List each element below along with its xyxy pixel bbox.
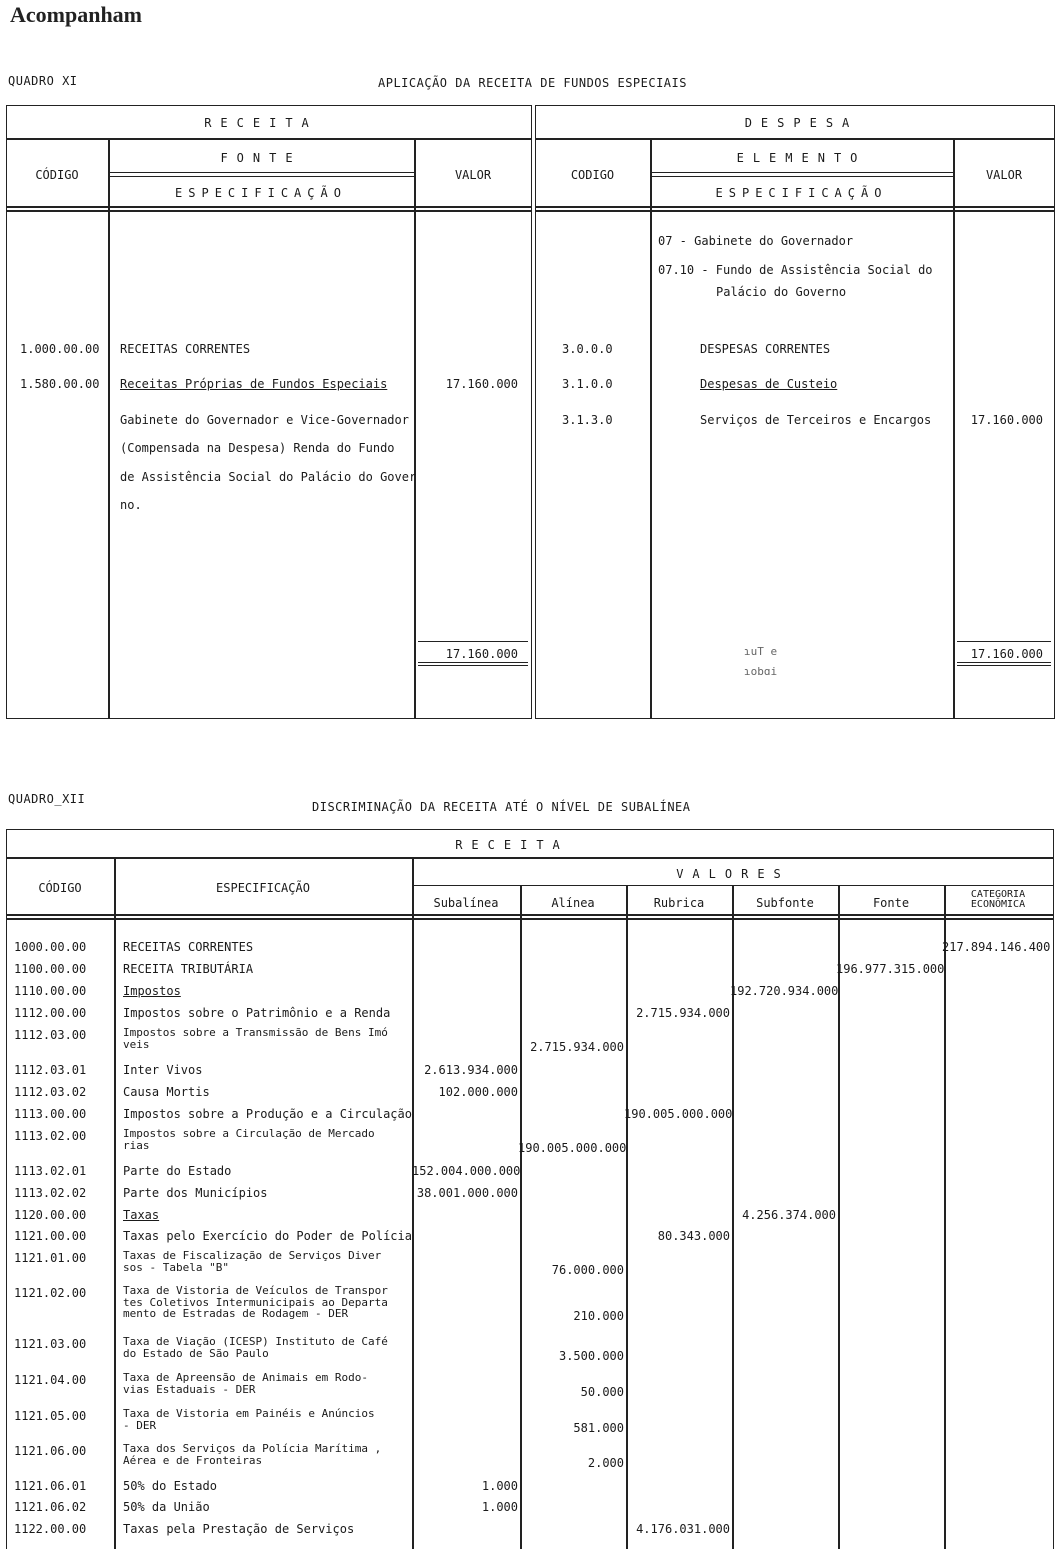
q12-row-value: 4.256.374.000	[742, 1208, 836, 1222]
q12-row-codigo: 1000.00.00	[14, 940, 87, 954]
quadro-xii-title: DISCRIMINAÇÃO DA RECEITA ATÉ O NÍVEL DE SUBALÍNEA	[312, 800, 691, 814]
q12-row-codigo: 1121.06.00	[14, 1444, 87, 1458]
q12-row-especificacao: 50% do Estado	[123, 1479, 217, 1493]
q11-desc-line-3: no.	[120, 498, 142, 512]
quadro-xii-label: QUADRO_XII	[8, 792, 86, 806]
q12-row-value: 190.005.000.000	[518, 1140, 627, 1155]
q11-desc-line-2: de Assistência Social do Palácio do Gover	[120, 470, 417, 484]
q12-row-codigo: 1121.02.00	[14, 1286, 87, 1300]
q12-row-value: 38.001.000.000	[416, 1186, 518, 1200]
codigo-right-header: CODIGO	[570, 168, 615, 182]
q11-row-2-elemento: Despesas de Custeio	[700, 377, 838, 391]
q12-row-codigo: 1121.01.00	[14, 1251, 87, 1265]
q11-row-3-elemento: Serviços de Terceiros e Encargos	[700, 413, 932, 427]
q12-row-codigo: 1112.03.01	[14, 1063, 87, 1077]
bleed-through-text-1: ɿuT e	[744, 645, 778, 658]
q12-row-value: 3.500.000	[558, 1348, 624, 1363]
q12-row-codigo: 1113.02.02	[14, 1186, 87, 1200]
q12-row-value: 50.000	[580, 1384, 624, 1399]
q12-row-especificacao: Taxas pelo Exercício do Poder de Polícia	[123, 1229, 412, 1243]
q12-row-especificacao: Taxa de Vistoria em Painéis e Anúncios	[123, 1407, 375, 1420]
fonte-header: FONTE	[220, 151, 302, 165]
q12-row-especificacao: Taxas	[123, 1208, 160, 1222]
q11-row-3-valor-desp: 17.160.000	[970, 413, 1043, 427]
q12-row-especificacao: Taxa de Vistoria de Veículos de Transpor	[123, 1284, 388, 1297]
receita-header: RECEITA	[204, 116, 318, 130]
q11-desc-line-1: (Compensada na Despesa) Renda do Fundo	[120, 441, 395, 455]
q12-row-codigo: 1113.02.00	[14, 1129, 87, 1143]
col-rubrica: Rubrica	[653, 896, 705, 910]
q12-valores-header: VALORES	[676, 867, 790, 881]
q12-row-especificacao: Causa Mortis	[123, 1085, 210, 1099]
q12-row-especificacao: Taxas pela Prestação de Serviços	[123, 1522, 355, 1536]
q12-row-codigo: 1112.03.02	[14, 1085, 87, 1099]
q12-row-especificacao: sos - Tabela "B"	[123, 1260, 229, 1274]
q12-row-especificacao: 50% da União	[123, 1500, 210, 1514]
q11-row-1-cod-desp: 3.0.0.0	[562, 342, 613, 356]
q12-row-value: 1.000	[481, 1479, 518, 1493]
q12-row-value: 2.000	[587, 1455, 624, 1470]
unidade-line: 07.10 - Fundo de Assistência Social do	[658, 263, 933, 277]
q12-row-especificacao: tes Coletivos Intermunicipais ao Departa	[123, 1295, 388, 1309]
q12-row-especificacao: - DER	[123, 1418, 157, 1432]
q11-row-1-elemento: DESPESAS CORRENTES	[700, 342, 831, 356]
q12-row-codigo: 1121.00.00	[14, 1229, 87, 1243]
q12-row-value: 2.715.934.000	[636, 1006, 730, 1020]
unidade-line-2: Palácio do Governo	[716, 285, 847, 299]
q12-row-codigo: 1113.00.00	[14, 1107, 87, 1121]
q12-row-especificacao: rias	[123, 1138, 150, 1152]
q12-row-especificacao: do Estado de São Paulo	[123, 1346, 269, 1360]
q12-row-especificacao: Inter Vivos	[123, 1063, 203, 1077]
q11-total-right: 17.160.000	[970, 647, 1043, 661]
q12-row-codigo: 1121.03.00	[14, 1337, 87, 1351]
q12-especificacao-header: ESPECIFICAÇÃO	[216, 881, 310, 895]
q11-row-1-codigo: 1.000.00.00	[20, 342, 100, 356]
q12-row-especificacao: Taxas de Fiscalização de Serviços Diver	[123, 1249, 382, 1262]
q12-row-especificacao: Taxa de Viação (ICESP) Instituto de Café	[123, 1335, 388, 1348]
q12-row-value: 102.000.000	[438, 1085, 518, 1099]
q12-row-value: 152.004.000.000	[412, 1164, 521, 1178]
col-categoria-economica: CATEGORIA ECONÔMICA	[970, 889, 1026, 910]
q12-row-codigo: 1121.04.00	[14, 1373, 87, 1387]
q12-row-codigo: 1121.06.02	[14, 1500, 87, 1514]
bleed-through-text-2: ɿobɑi	[744, 665, 778, 678]
q11-row-2-espec: Receitas Próprias de Fundos Especiais	[120, 377, 388, 391]
q12-row-codigo: 1112.00.00	[14, 1006, 87, 1020]
q12-row-codigo: 1100.00.00	[14, 962, 87, 976]
q12-row-especificacao: veis	[123, 1037, 150, 1051]
q12-row-especificacao: RECEITAS CORRENTES	[123, 940, 254, 954]
q12-row-codigo: 1110.00.00	[14, 984, 87, 998]
especificacao-right-header: ESPECIFICAÇÃO	[715, 186, 888, 200]
q12-row-especificacao: Parte do Estado	[123, 1164, 232, 1178]
quadro-xi-title: APLICAÇÃO DA RECEITA DE FUNDOS ESPECIAIS	[378, 76, 687, 90]
q12-row-codigo: 1113.02.01	[14, 1164, 87, 1178]
q12-row-value: 196.977.315.000	[836, 962, 945, 976]
elemento-header: ELEMENTO	[736, 151, 867, 165]
q12-row-value: 2.613.934.000	[424, 1063, 518, 1077]
q12-receita-header: RECEITA	[455, 838, 569, 852]
q11-row-3-espec: Gabinete do Governador e Vice-Governador	[120, 413, 409, 427]
q12-row-value: 80.343.000	[657, 1229, 730, 1243]
q12-row-especificacao: Impostos sobre a Circulação de Mercado	[123, 1127, 375, 1140]
q12-row-value: 1.000	[481, 1500, 518, 1514]
q11-row-3-cod-desp: 3.1.3.0	[562, 413, 613, 427]
orgao-line: 07 - Gabinete do Governador	[658, 234, 854, 248]
despesa-header: DESPESA	[744, 116, 859, 130]
q12-row-especificacao: Taxa dos Serviços da Polícia Marítima ,	[123, 1442, 382, 1455]
q12-row-especificacao: Aérea e de Fronteiras	[123, 1453, 263, 1467]
codigo-left-header: CÓDIGO	[35, 168, 79, 182]
q12-row-value: 190.005.000.000	[624, 1107, 733, 1121]
q11-row-2-codigo: 1.580.00.00	[20, 377, 100, 391]
q12-row-value: 76.000.000	[551, 1262, 624, 1277]
q12-row-especificacao: mento de Estradas de Rodagem - DER	[123, 1307, 349, 1320]
q12-row-codigo: 1120.00.00	[14, 1208, 87, 1222]
q12-row-value: 581.000	[573, 1420, 624, 1435]
quadro-xi-label: QUADRO XI	[8, 74, 78, 88]
q11-total-left: 17.160.000	[445, 647, 518, 661]
q12-row-especificacao: Impostos sobre a Produção e a Circulação	[123, 1107, 412, 1121]
col-subalinea: Subalínea	[433, 896, 499, 910]
col-alinea: Alínea	[551, 896, 595, 910]
especificacao-left-header: ESPECIFICAÇÃO	[175, 186, 347, 200]
q11-row-1-espec: RECEITAS CORRENTES	[120, 342, 251, 356]
col-subfonte: Subfonte	[756, 896, 814, 910]
q12-row-especificacao: RECEITA TRIBUTÁRIA	[123, 962, 254, 976]
q12-row-value: 192.720.934.000	[730, 984, 839, 998]
q12-row-especificacao: vias Estaduais - DER	[123, 1382, 256, 1396]
valor-right-header: VALOR	[985, 168, 1023, 182]
q12-codigo-header: CÓDIGO	[38, 881, 82, 895]
q12-row-codigo: 1121.06.01	[14, 1479, 87, 1493]
header-word: Acompanham	[10, 2, 143, 27]
q12-row-especificacao: Impostos	[123, 984, 181, 998]
q12-row-codigo: 1112.03.00	[14, 1028, 87, 1042]
q12-row-especificacao: Parte dos Municípios	[123, 1186, 268, 1200]
q12-row-value: 4.176.031.000	[636, 1522, 730, 1536]
col-fonte: Fonte	[872, 896, 910, 910]
q12-row-value: 210.000	[573, 1309, 624, 1323]
q12-row-value: 2.715.934.000	[530, 1039, 624, 1054]
q11-row-2-cod-desp: 3.1.0.0	[562, 377, 613, 391]
valor-left-header: VALOR	[454, 168, 492, 182]
q12-row-codigo: 1122.00.00	[14, 1522, 87, 1536]
q12-row-especificacao: Impostos sobre o Patrimônio e a Renda	[123, 1006, 391, 1020]
q12-row-especificacao: Impostos sobre a Transmissão de Bens Imó	[123, 1026, 388, 1039]
q12-row-codigo: 1121.05.00	[14, 1409, 87, 1423]
q12-row-value: 217.894.146.400	[942, 940, 1051, 954]
q11-row-2-valor: 17.160.000	[445, 377, 518, 391]
q12-row-especificacao: Taxa de Apreensão de Animais em Rodo-	[123, 1371, 369, 1384]
